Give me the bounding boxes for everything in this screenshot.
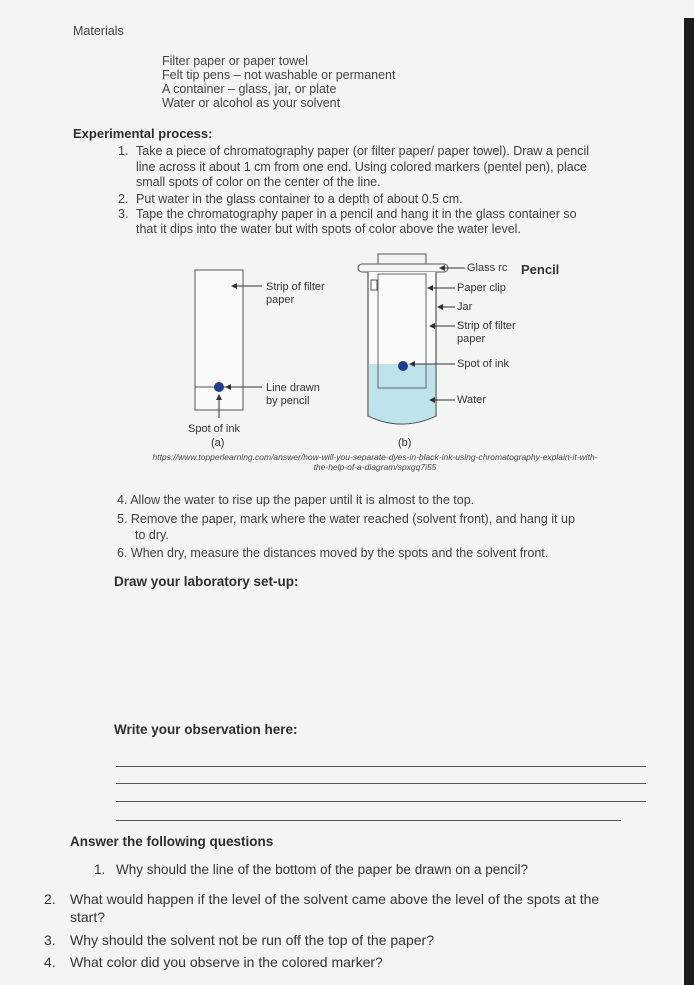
step-number: 1. (118, 144, 129, 158)
step-1-line-2: line across it about 1 cm from one end. Using colored markers (pentel pen), place (136, 160, 587, 174)
question-number: 2. (44, 891, 56, 907)
label-spot-b: Spot of ink (457, 358, 509, 370)
answer-line[interactable] (116, 801, 646, 802)
step-number: 2. (118, 192, 129, 206)
questions-heading: Answer the following questions (70, 834, 274, 849)
question-number: 1. (94, 862, 106, 877)
chromatography-diagram (0, 240, 694, 450)
material-item: Water or alcohol as your solvent (162, 96, 341, 110)
label-line-2: by pencil (266, 395, 310, 407)
step-5-line-2: to dry. (135, 528, 169, 542)
water (369, 364, 435, 424)
label-paper-clip: Paper clip (457, 282, 506, 294)
step-1 (118, 144, 589, 159)
answer-line[interactable] (116, 766, 646, 767)
question-number: 3. (44, 932, 56, 948)
question-text: What color did you observe in the colored marker? (70, 954, 383, 970)
source-line-1: https://www.topperlearning.com/answer/how-will-you-separate-dyes-in-black-ink-using-chromatography-explain-it-with- (152, 452, 598, 462)
ink-spot-b (398, 361, 408, 371)
label-strip-1: Strip of filter (266, 281, 325, 293)
step-text: Take a piece of chromatography paper (or filter paper/ paper towel). Draw a pencil (136, 144, 590, 158)
step-2 (118, 192, 463, 207)
label-jar: Jar (457, 301, 473, 313)
question-4 (44, 954, 383, 970)
label-glass-rod: Glass rc (467, 262, 508, 274)
paper-clip (371, 280, 377, 290)
materials-heading: Materials (73, 24, 124, 38)
question-2-line-2: start? (70, 909, 106, 925)
page-edge-shadow (684, 18, 694, 985)
label-pencil: Pencil (521, 262, 560, 277)
step-3 (118, 207, 577, 222)
caption-a: (a) (211, 437, 225, 449)
label-strip-b-2: paper (457, 333, 486, 345)
answer-line[interactable] (116, 820, 621, 821)
caption-b: (b) (398, 437, 412, 449)
label-spot: Spot of ink (188, 423, 240, 435)
label-water: Water (457, 394, 486, 406)
step-number: 3. (118, 207, 129, 221)
label-line-1: Line drawn (266, 382, 320, 394)
question-text: What would happen if the level of the solvent came above the level of the spots at the (70, 891, 600, 907)
observation-heading: Write your observation here: (114, 722, 298, 737)
glass-rod (358, 264, 448, 272)
question-text: Why should the line of the bottom of the paper be drawn on a pencil? (116, 862, 529, 877)
figure-source (95, 452, 655, 472)
question-1 (94, 862, 528, 877)
step-6: 6. When dry, measure the distances moved by the spots and the solvent front. (117, 546, 549, 560)
step-1-line-3: small spots of color on the center of the line. (136, 175, 381, 189)
step-4: 4. Allow the water to rise up the paper until it is almost to the top. (117, 493, 475, 507)
material-item: Felt tip pens – not washable or permanent (162, 68, 396, 82)
question-number: 4. (44, 954, 56, 970)
material-item: A container – glass, jar, or plate (162, 82, 337, 96)
question-text: Why should the solvent not be run off the top of the paper? (70, 932, 434, 948)
answer-line[interactable] (116, 783, 646, 784)
question-2 (44, 891, 599, 907)
material-item: Filter paper or paper towel (162, 54, 308, 68)
step-5: 5. Remove the paper, mark where the water reached (solvent front), and hang it up (117, 512, 575, 526)
ink-spot (214, 382, 224, 392)
step-text: Put water in the glass container to a depth of about 0.5 cm. (136, 192, 463, 206)
process-heading: Experimental process: (73, 126, 213, 141)
step-text: Tape the chromatography paper in a pencil and hang it in the glass container so (136, 207, 577, 221)
step-3-line-2: that it dips into the water but with spots of color above the water level. (136, 222, 521, 236)
setup-heading: Draw your laboratory set-up: (114, 574, 299, 589)
label-strip-b-1: Strip of filter (457, 320, 516, 332)
setup-drawing-area[interactable] (114, 595, 644, 710)
source-line-2: the-help-of-a-diagram/spxgq7i55 (313, 462, 437, 472)
question-3 (44, 932, 434, 948)
label-strip-2: paper (266, 294, 295, 306)
